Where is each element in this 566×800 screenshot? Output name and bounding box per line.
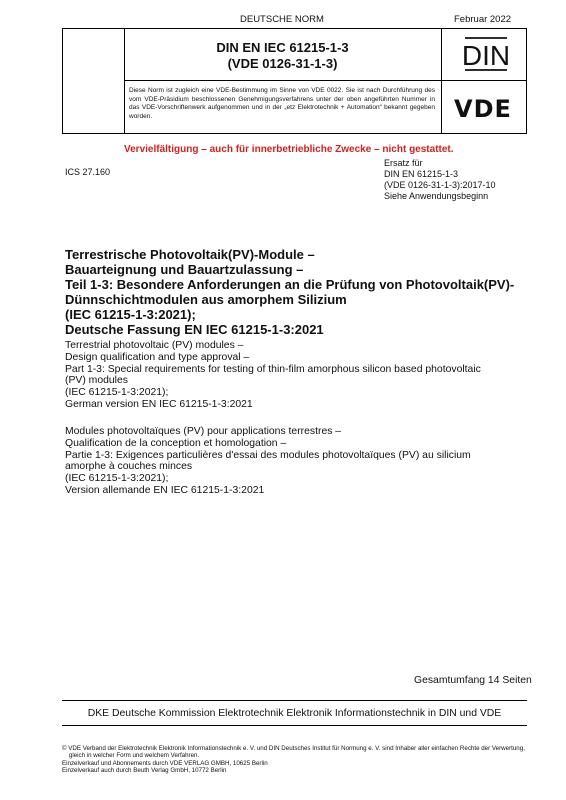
total-pages: Gesamtumfang 14 Seiten bbox=[414, 675, 532, 686]
standard-type: DEUTSCHE NORM bbox=[240, 14, 324, 25]
vde-logo: VDE bbox=[454, 95, 512, 123]
title-german: Terrestrische Photovoltaik(PV)-Module – Bauarteignung und Bauartzulassung – Teil 1-3: Besondere Anforderungen an die Prüfung von Photovoltaik(PV)- Dünnschichtmodulen aus amorphem Silizium (IEC 61215-1-3:2021); Deutsche Fassung EN IEC 61215-1-3:2021 bbox=[65, 247, 515, 337]
ics-code: ICS 27.160 bbox=[65, 167, 111, 177]
committee: DKE Deutsche Kommission Elektrotechnik Elektronik Informationstechnik in DIN und VDE bbox=[87, 708, 502, 719]
title-french: Modules photovoltaïques (PV) pour applications terrestres – Qualification de la conception et homologation – Partie 1-3: Exigences particulières d'essai des modules photovoltaïques (PV) au silicium amorphe à couches minces (IEC 61215-1-3:2021); Version allemande EN IEC 61215-1-3:2021 bbox=[65, 426, 471, 496]
copy-warning: Vervielfältigung – auch für innerbetriebliche Zwecke – nicht gestattet. bbox=[124, 144, 454, 155]
vde-number: (VDE 0126-31-1-3) bbox=[227, 56, 338, 71]
title-english: Terrestrial photovoltaic (PV) modules – Design qualification and type approval – Part 1-3: Special requirements for testing of thin-film amorphous silicon based photovoltaic (PV) modules (IEC 61215-1-3:2021); German version EN IEC 61215-1-3:2021 bbox=[65, 340, 481, 410]
issue-date: Februar 2022 bbox=[454, 14, 512, 25]
din-logo bbox=[463, 36, 509, 72]
document-number: DIN EN IEC 61215-1-3 bbox=[216, 40, 349, 55]
svg-text:DIN: DIN bbox=[463, 40, 509, 71]
replacement-info: Ersatz für DIN EN 61215-1-3 (VDE 0126-31-1-3):2017-10 Siehe Anwendungsbeginn bbox=[384, 158, 496, 201]
vde-notice: Diese Norm ist zugleich eine VDE-Bestimmung im Sinne von VDE 0022. Sie ist nach Durchführung des vom VDE-Präsidium beschlossenen Genehmigungsverfahrens unter der oben angeführten Nummer in das VDE-Vorschriftenwerk aufgenommen und in der „etz Elektrotechnik + Automation“ bekannt gegeben worden. bbox=[129, 87, 435, 120]
copyright-footer: © VDE Verband der Elektrotechnik Elektronik Informationstechnik e. V. und DIN Deutsches Institut für Normung e. V. sind Inhaber aller einfachen Rechte der Verwertung, gleich in welcher Form und welchem Verfahren. Einzelverkauf und Abonnements durch VDE VERLAG GMBH, 10625 Berlin Einzelverkauf auch durch Beuth Verlag GmbH, 10772 Berlin bbox=[62, 745, 525, 775]
